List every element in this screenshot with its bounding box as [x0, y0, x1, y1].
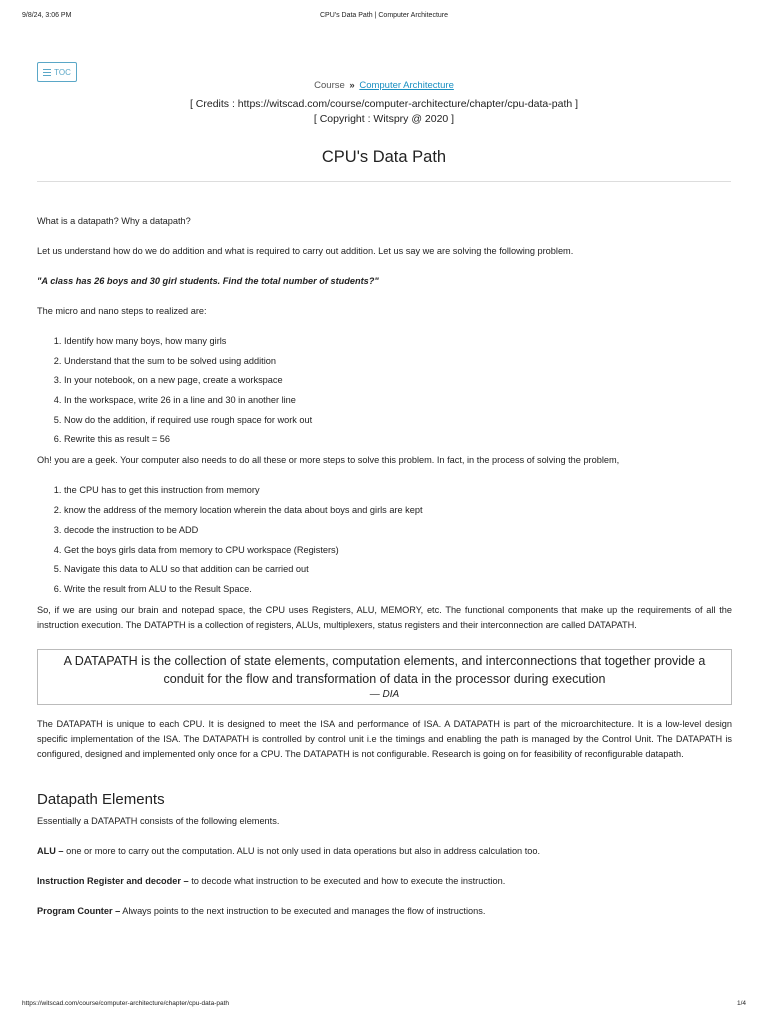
steps-intro: The micro and nano steps to realized are: — [37, 306, 207, 316]
page-title: CPU's Data Path — [321, 148, 447, 166]
definition-quote — [37, 649, 732, 705]
print-date: 9/8/24, 3:06 PM — [22, 12, 72, 19]
element-term: Instruction Register and decoder – — [37, 875, 189, 886]
list-item: 5. Navigate this data to ALU so that addition can be carried out — [64, 562, 732, 577]
intro-question: What is a datapath? Why a datapath? — [37, 216, 191, 226]
human-steps-list — [64, 334, 732, 447]
title-divider — [37, 181, 731, 182]
credits-line: [ Credits : https://witscad.com/course/computer-architecture/chapter/cpu-data-path ] — [189, 98, 579, 110]
intro-lead: Let us understand how do we do addition and what is required to carry out addition. Let us say we are solving the following problem. — [37, 246, 574, 256]
list-item: 6. Write the result from ALU to the Result Space. — [64, 582, 732, 597]
toc-label: TOC — [54, 67, 71, 77]
print-page-title: CPU's Data Path | Computer Architecture — [319, 12, 449, 19]
element-desc: Always points to the next instruction to be executed and manages the flow of instructions. — [120, 905, 486, 916]
section-heading: Datapath Elements — [37, 790, 165, 808]
page-number: 1/4 — [736, 1000, 746, 1007]
toc-button[interactable] — [37, 62, 77, 82]
breadcrumb-separator: » — [349, 80, 355, 91]
list-item: 2. know the address of the memory location wherein the data about boys and girls are kept — [64, 503, 732, 518]
list-item: 3. In your notebook, on a new page, create a workspace — [64, 373, 732, 388]
menu-icon — [43, 69, 51, 76]
unique-paragraph: The DATAPATH is unique to each CPU. It is designed to meet the ISA and performance of ISA. A DATAPATH is part of the microarchitecture. It is a low-level design specific implementation of the ISA. The DATAPATH is controlled by control unit i.e the timings and enabling the path is managed by the Control Unit. The DATAPATH is configured, designed and implemented only once for a CPU. The DATAPATH is not configurable. Research is going on for feasibility of reconfigurable datapath. — [37, 718, 732, 759]
element-item-program-counter — [37, 904, 732, 919]
elements-intro: Essentially a DATAPATH consists of the following elements. — [37, 815, 280, 826]
list-item: 5. Now do the addition, if required use rough space for work out — [64, 413, 732, 428]
element-item-instruction-register — [37, 874, 732, 889]
list-item: 1. the CPU has to get this instruction from memory — [64, 483, 732, 498]
element-desc: one or more to carry out the computation. ALU is not only used in data operations but also in address calculation too. — [63, 845, 541, 856]
print-footer — [22, 1000, 746, 1012]
summary-paragraph: So, if we are using our brain and notepad space, the CPU uses Registers, ALU, MEMORY, etc. The functional components that make up the requirements of all the instruction execution. The DATAPTH is a collection of registers, ALUs, multiplexers, status registers and their interconnection are called DATAPATH. — [37, 604, 732, 630]
breadcrumb-prefix: Course — [314, 80, 345, 91]
list-item: 1. Identify how many boys, how many girls — [64, 334, 732, 349]
copyright-line: [ Copyright : Witspry @ 2020 ] — [313, 113, 455, 125]
credits — [0, 97, 768, 127]
quote-attribution: — DIA — [369, 688, 400, 700]
list-item: 4. Get the boys girls data from memory to CPU workspace (Registers) — [64, 543, 732, 558]
breadcrumb — [0, 80, 768, 91]
problem-statement: "A class has 26 boys and 30 girl students. Find the total number of students?" — [37, 276, 379, 286]
element-desc: to decode what instruction to be executed and how to execute the instruction. — [188, 875, 506, 886]
breadcrumb-course-link[interactable]: Computer Architecture — [359, 80, 454, 91]
cpu-steps-list — [64, 483, 732, 596]
geek-paragraph: Oh! you are a geek. Your computer also needs to do all these or more steps to solve this problem. In fact, in the process of solving the problem, — [37, 455, 620, 466]
element-item-alu — [37, 844, 732, 859]
quote-text: A DATAPATH is the collection of state elements, computation elements, and interconnections that together provide a conduit for the flow and transformation of data in the processor during execution — [63, 653, 706, 686]
list-item: 2. Understand that the sum to be solved using addition — [64, 354, 732, 369]
list-item: 4. In the workspace, write 26 in a line and 30 in another line — [64, 393, 732, 408]
print-url: https://witscad.com/course/computer-architecture/chapter/cpu-data-path — [22, 1000, 230, 1007]
element-term: Program Counter – — [37, 905, 121, 916]
element-term: ALU – — [37, 845, 64, 856]
list-item: 6. Rewrite this as result = 56 — [64, 432, 732, 447]
article-body — [37, 214, 732, 919]
print-header — [22, 12, 746, 24]
list-item: 3. decode the instruction to be ADD — [64, 523, 732, 538]
